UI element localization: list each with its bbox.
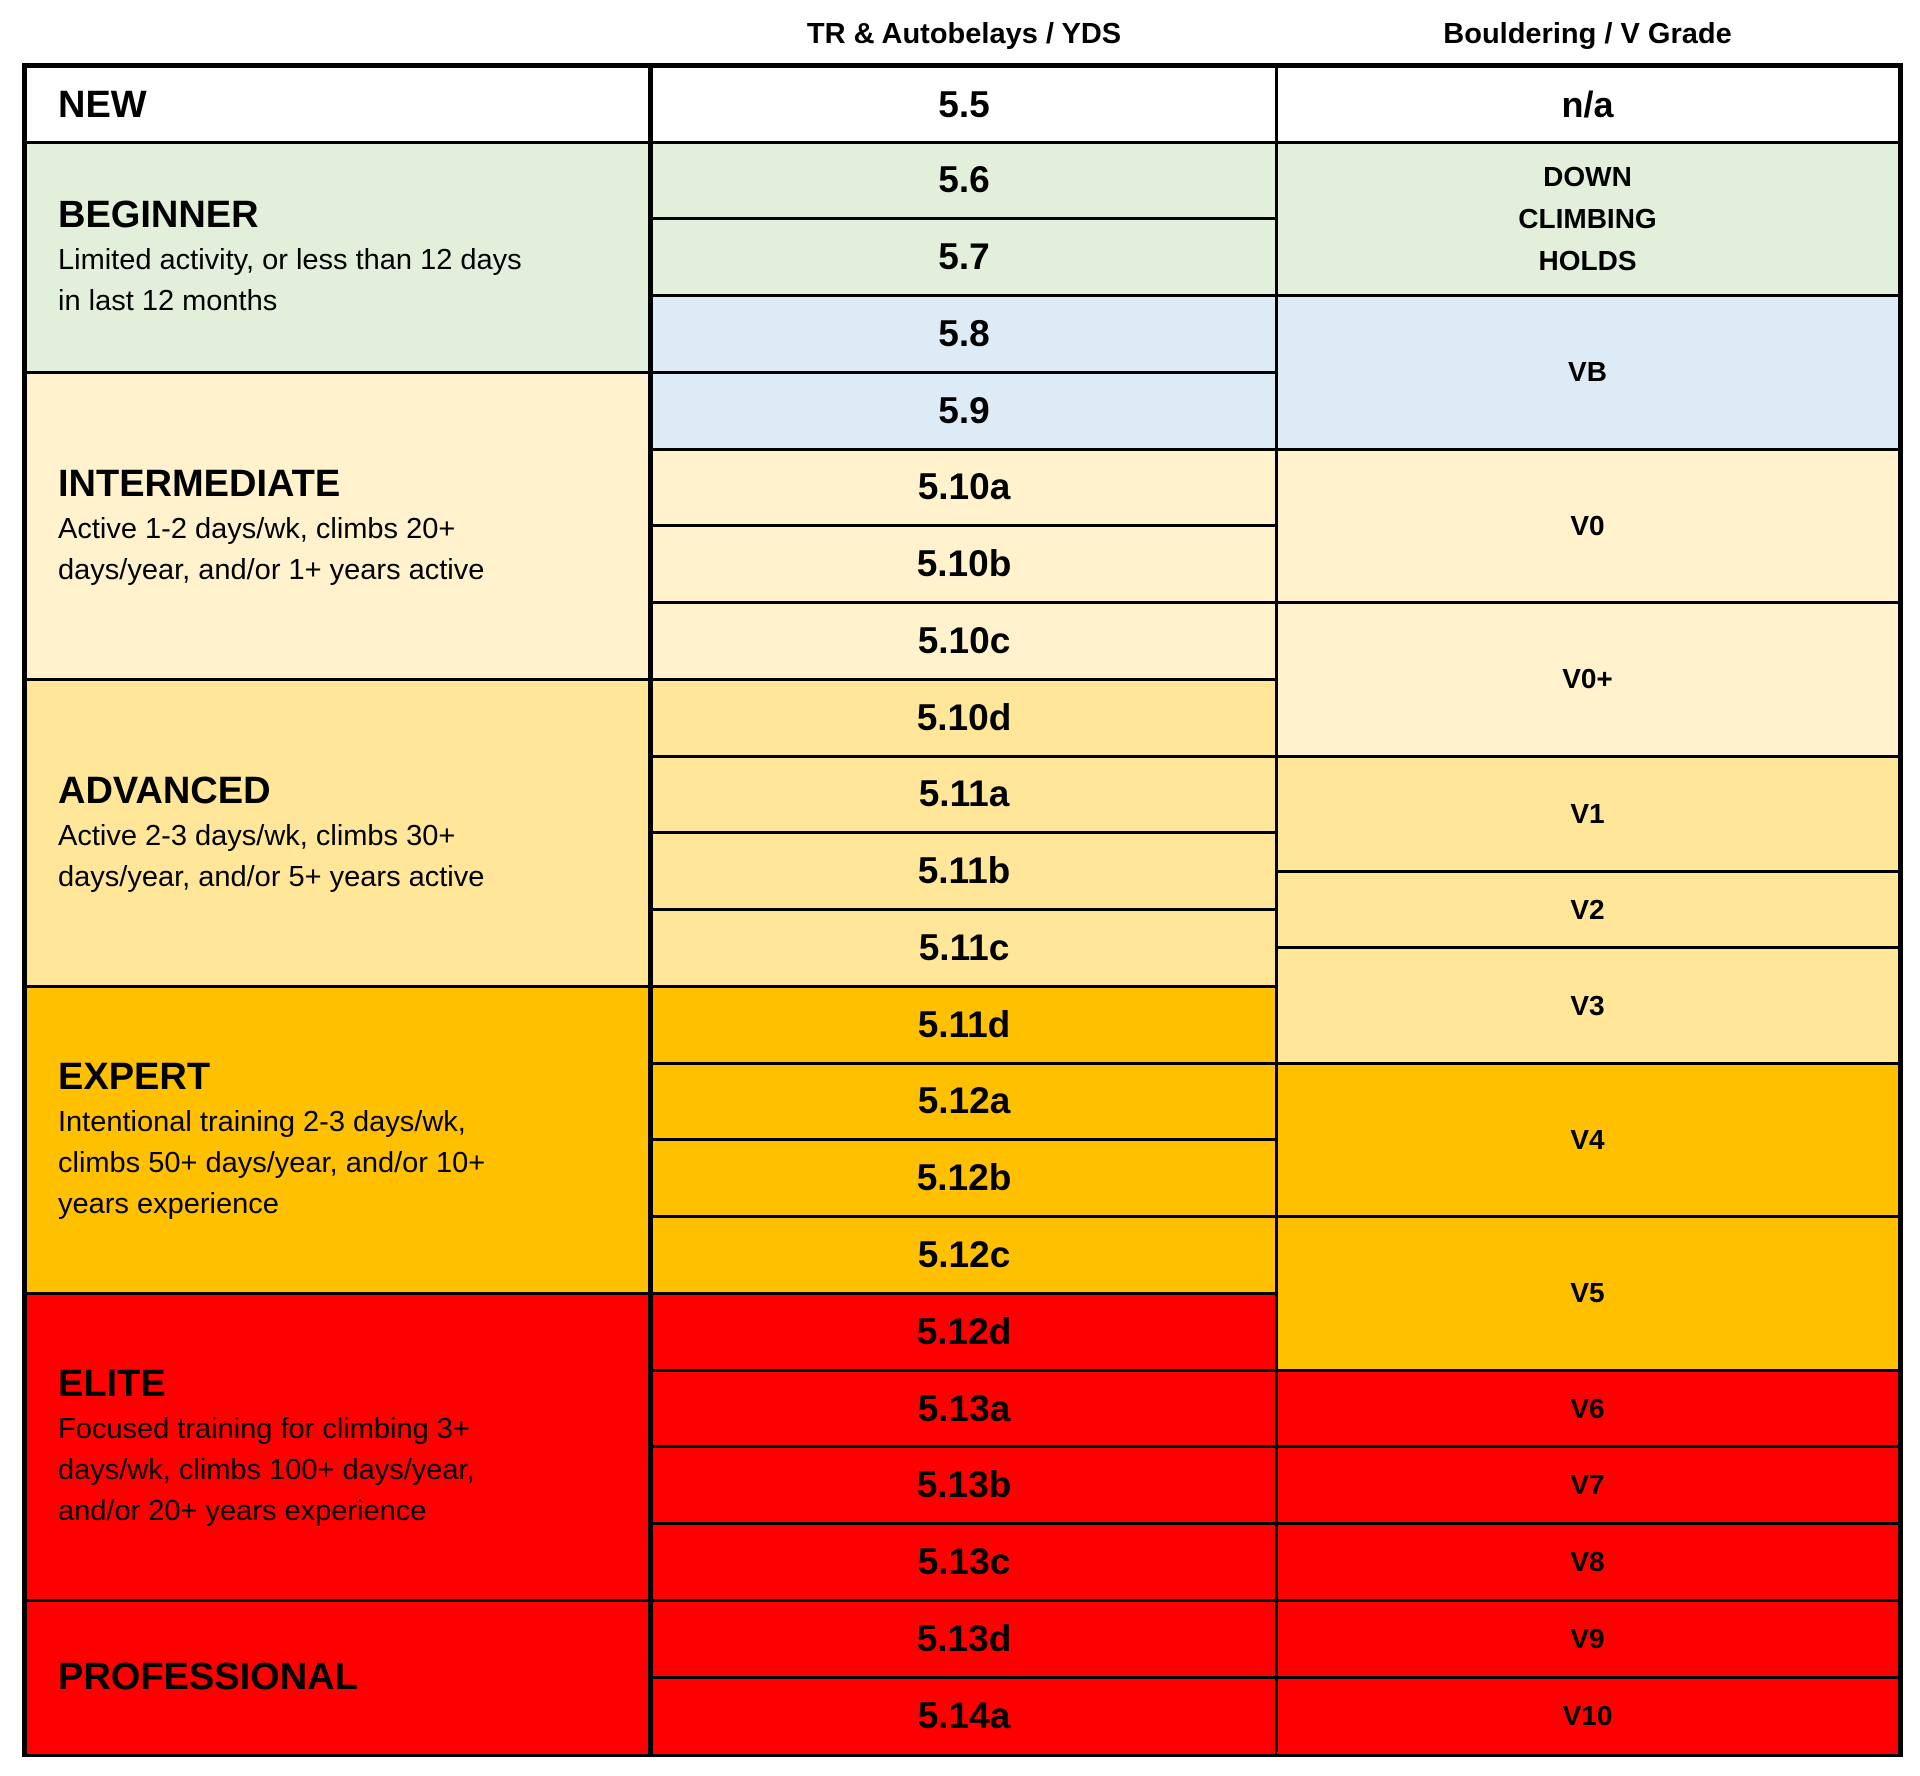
yds-grade: 5.11c bbox=[918, 926, 1010, 968]
v-grade-line: HOLDS bbox=[1538, 244, 1637, 276]
level-cell-intermediate bbox=[27, 372, 648, 679]
level-title: BEGINNER bbox=[58, 194, 259, 237]
bouldering-cell bbox=[1277, 1370, 1898, 1447]
row-divider bbox=[653, 831, 1275, 834]
bouldering-cell bbox=[1277, 142, 1898, 296]
grade-comparison-table bbox=[22, 63, 1903, 1757]
row-divider bbox=[1277, 755, 1898, 758]
yds-grade: 5.13d bbox=[916, 1617, 1012, 1659]
yds-grade: 5.10a bbox=[917, 466, 1011, 508]
yds-cell bbox=[653, 1524, 1275, 1601]
yds-cell bbox=[653, 219, 1275, 296]
yds-grade: 5.12a bbox=[917, 1080, 1011, 1122]
row-divider bbox=[653, 371, 1275, 374]
yds-grade: 5.6 bbox=[938, 159, 990, 201]
row-divider bbox=[653, 908, 1275, 911]
yds-cell bbox=[653, 142, 1275, 219]
row-divider bbox=[653, 1522, 1275, 1525]
v-grade: V10 bbox=[1562, 1699, 1613, 1731]
level-description: Limited activity, or less than 12 days in last 12 months bbox=[58, 244, 522, 318]
yds-grade: 5.10d bbox=[916, 696, 1012, 738]
row-divider bbox=[653, 1445, 1275, 1448]
v-grade: V0 bbox=[1570, 509, 1605, 541]
level-cell-professional bbox=[27, 1600, 648, 1754]
bouldering-cell bbox=[1277, 871, 1898, 948]
level-description: Focused training for climbing 3+ days/wk, climbs 100+ days/year, and/or 20+ years experience bbox=[58, 1413, 475, 1528]
yds-cell bbox=[653, 986, 1275, 1063]
row-divider bbox=[1277, 448, 1898, 451]
level-divider bbox=[27, 985, 648, 988]
yds-grade: 5.5 bbox=[938, 84, 990, 125]
level-description: Intentional training 2-3 days/wk, climbs 50+ days/year, and/or 10+ years experience bbox=[58, 1106, 486, 1221]
yds-cell bbox=[653, 1447, 1275, 1524]
row-divider bbox=[653, 294, 1275, 297]
v-grade: V0+ bbox=[1562, 663, 1613, 695]
v-grade: V5 bbox=[1570, 1277, 1605, 1309]
bouldering-cell bbox=[1277, 1063, 1898, 1217]
yds-grade: 5.11d bbox=[917, 1003, 1011, 1045]
row-divider bbox=[1277, 1445, 1898, 1448]
v-grade: VB bbox=[1568, 356, 1607, 388]
yds-cell bbox=[653, 603, 1275, 680]
yds-grade: 5.12c bbox=[917, 1234, 1011, 1275]
yds-cell bbox=[653, 1370, 1275, 1447]
yds-grade: 5.11b bbox=[917, 850, 1011, 892]
row-divider bbox=[1277, 294, 1898, 297]
yds-cell bbox=[653, 756, 1275, 833]
bouldering-cell bbox=[1277, 1524, 1898, 1601]
yds-cell bbox=[653, 1677, 1275, 1754]
v-grade: V7 bbox=[1570, 1469, 1605, 1501]
yds-cell bbox=[653, 372, 1275, 449]
level-title: INTERMEDIATE bbox=[58, 462, 341, 505]
column-divider bbox=[1275, 68, 1278, 1752]
bouldering-cell bbox=[1277, 948, 1898, 1063]
bouldering-column-header: Bouldering / V Grade bbox=[1443, 18, 1732, 50]
level-description: Active 2-3 days/wk, climbs 30+ days/year, and/or 5+ years active bbox=[58, 819, 485, 893]
yds-grade: 5.14a bbox=[917, 1694, 1011, 1736]
yds-cell bbox=[653, 449, 1275, 526]
level-divider bbox=[27, 678, 648, 681]
yds-grade: 5.7 bbox=[938, 236, 990, 278]
level-cell-expert bbox=[27, 986, 648, 1293]
yds-grade: 5.11a bbox=[918, 773, 1010, 815]
row-divider bbox=[653, 1138, 1275, 1141]
yds-grade: 5.10c bbox=[917, 619, 1011, 661]
v-grade: V8 bbox=[1570, 1546, 1605, 1578]
level-cell-beginner bbox=[27, 142, 648, 372]
row-divider bbox=[1277, 1676, 1898, 1679]
bouldering-cell-new bbox=[1277, 68, 1898, 142]
row-divider bbox=[653, 678, 1275, 681]
v-grade: V2 bbox=[1570, 893, 1605, 925]
yds-cell bbox=[653, 1600, 1275, 1677]
yds-cell bbox=[653, 910, 1275, 987]
level-title: ELITE bbox=[58, 1363, 166, 1406]
v-grade: V4 bbox=[1570, 1123, 1605, 1155]
bouldering-cell bbox=[1277, 603, 1898, 757]
row-divider bbox=[653, 985, 1275, 988]
v-grade: V3 bbox=[1570, 989, 1605, 1021]
bouldering-cell bbox=[1277, 1217, 1898, 1371]
row-divider bbox=[1277, 1599, 1898, 1602]
row-divider bbox=[653, 1676, 1275, 1679]
row-divider bbox=[653, 1215, 1275, 1218]
row-divider bbox=[653, 601, 1275, 604]
yds-grade: 5.8 bbox=[938, 312, 990, 354]
yds-cell bbox=[653, 296, 1275, 373]
row-divider bbox=[653, 1599, 1275, 1602]
v-grade: V1 bbox=[1570, 797, 1605, 829]
yds-grade: 5.12d bbox=[916, 1310, 1012, 1352]
level-title: NEW bbox=[58, 84, 147, 126]
yds-column-header: TR & Autobelays / YDS bbox=[806, 18, 1122, 50]
yds-cell-new bbox=[653, 68, 1275, 142]
yds-cell bbox=[653, 833, 1275, 910]
row-divider bbox=[653, 448, 1275, 451]
row-divider bbox=[653, 1292, 1275, 1295]
level-title: PROFESSIONAL bbox=[58, 1656, 358, 1699]
row-divider bbox=[1277, 870, 1898, 873]
yds-cell bbox=[653, 679, 1275, 756]
row-divider bbox=[1277, 1522, 1898, 1525]
bouldering-cell bbox=[1277, 449, 1898, 603]
row-divider bbox=[653, 1062, 1275, 1065]
row-divider bbox=[1277, 1215, 1898, 1218]
yds-cell bbox=[653, 1140, 1275, 1217]
level-title: ADVANCED bbox=[58, 769, 271, 812]
bouldering-cell bbox=[1277, 756, 1898, 871]
bouldering-cell bbox=[1277, 1447, 1898, 1524]
yds-grade: 5.13c bbox=[917, 1541, 1011, 1583]
row-divider bbox=[1277, 1369, 1898, 1372]
row-divider bbox=[653, 217, 1275, 220]
yds-grade: 5.10b bbox=[916, 543, 1012, 585]
yds-grade: 5.13a bbox=[917, 1387, 1011, 1429]
yds-grade: 5.9 bbox=[938, 389, 990, 431]
level-divider bbox=[27, 371, 648, 374]
level-divider bbox=[27, 141, 648, 144]
v-grade: n/a bbox=[1561, 84, 1614, 125]
row-divider bbox=[653, 524, 1275, 527]
bouldering-cell bbox=[1277, 1600, 1898, 1677]
yds-cell bbox=[653, 526, 1275, 603]
row-divider bbox=[1277, 141, 1898, 144]
row-divider bbox=[653, 755, 1275, 758]
v-grade-line: CLIMBING bbox=[1518, 202, 1657, 234]
row-divider bbox=[1277, 946, 1898, 949]
v-grade bbox=[1518, 156, 1656, 282]
row-divider bbox=[653, 1369, 1275, 1372]
yds-cell bbox=[653, 1217, 1275, 1294]
row-divider bbox=[653, 141, 1275, 144]
v-grade: V6 bbox=[1570, 1392, 1605, 1424]
v-grade: V9 bbox=[1570, 1622, 1605, 1654]
level-divider bbox=[27, 1292, 648, 1295]
row-divider bbox=[1277, 601, 1898, 604]
level-cell-advanced bbox=[27, 679, 648, 986]
level-divider bbox=[27, 1599, 648, 1602]
row-divider bbox=[1277, 1062, 1898, 1065]
bouldering-cell bbox=[1277, 1677, 1898, 1754]
level-description: Active 1-2 days/wk, climbs 20+ days/year, and/or 1+ years active bbox=[58, 512, 485, 586]
column-divider-thick bbox=[648, 68, 653, 1752]
yds-cell bbox=[653, 1293, 1275, 1370]
level-title: EXPERT bbox=[58, 1056, 211, 1099]
level-cell-new bbox=[27, 68, 648, 142]
yds-grade: 5.13b bbox=[916, 1464, 1012, 1506]
yds-grade: 5.12b bbox=[916, 1157, 1012, 1199]
yds-cell bbox=[653, 1063, 1275, 1140]
v-grade-line: DOWN bbox=[1543, 160, 1632, 192]
bouldering-cell bbox=[1277, 296, 1898, 450]
level-cell-elite bbox=[27, 1293, 648, 1600]
